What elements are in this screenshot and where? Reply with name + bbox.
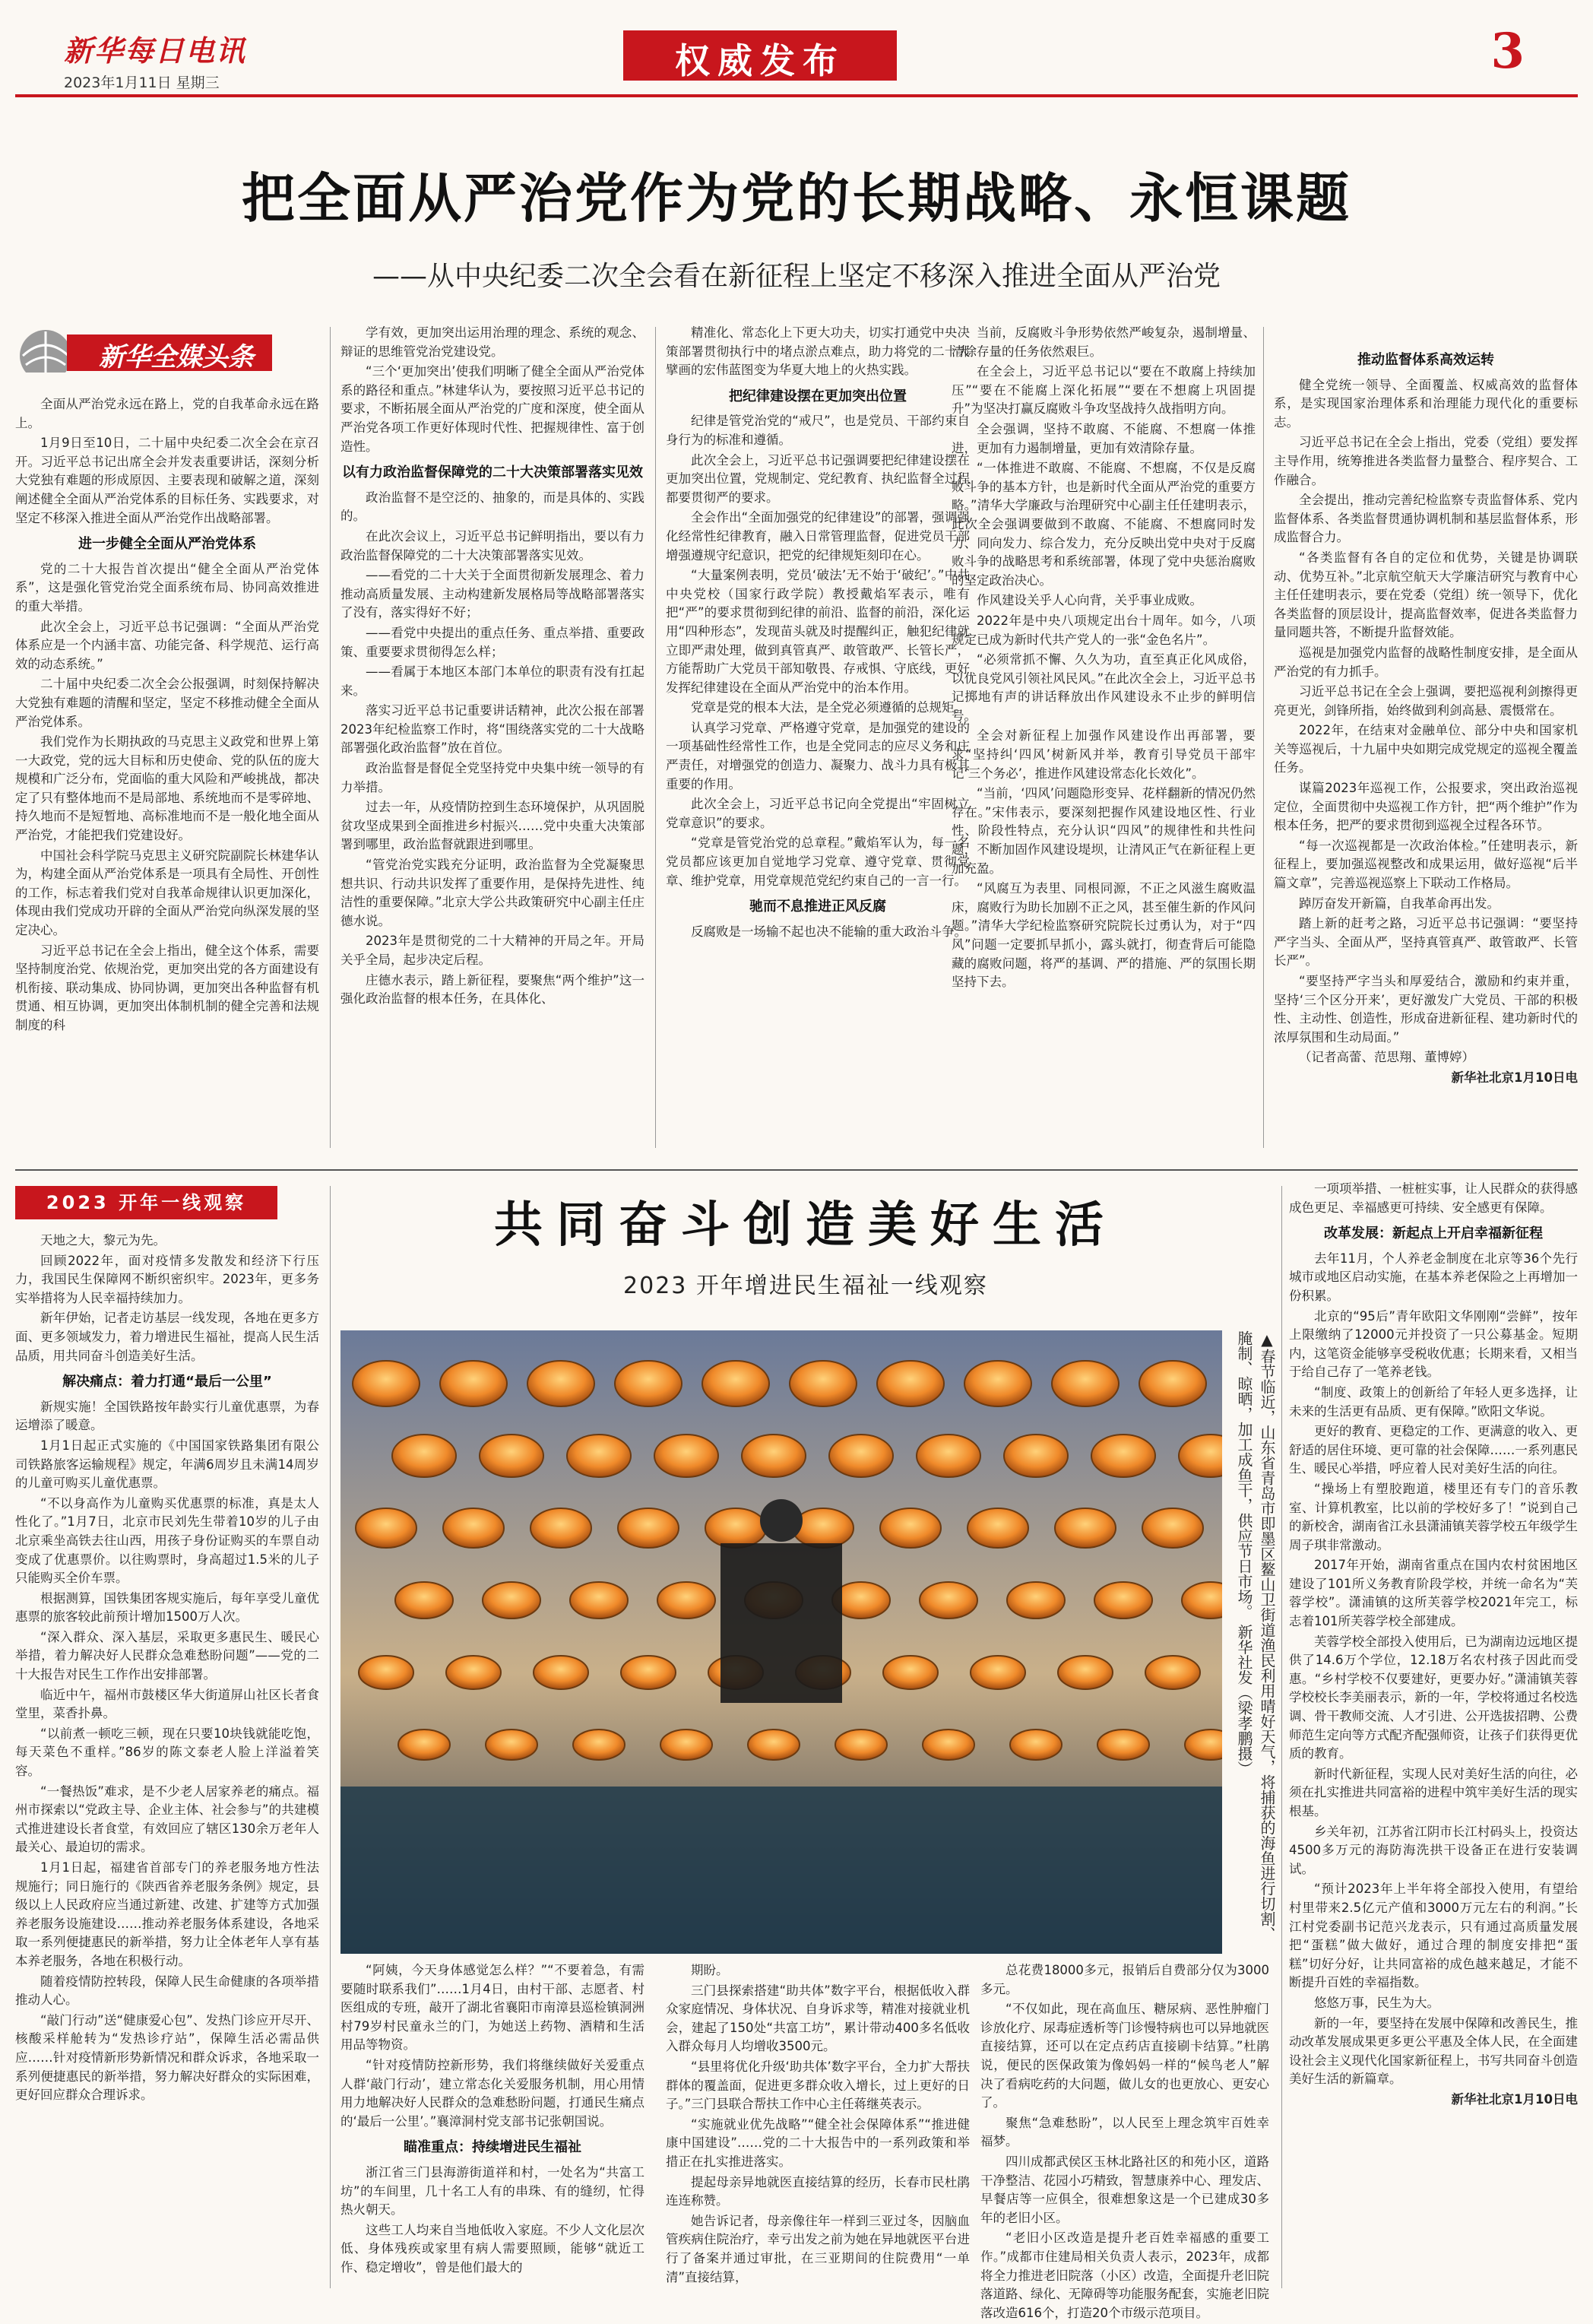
drying-fish-shape [1145, 1656, 1200, 1689]
paragraph: 当前，反腐败斗争形势依然严峻复杂，遏制增量、清除存量的任务依然艰巨。 [952, 325, 1256, 359]
column-rule [1281, 1186, 1282, 2288]
drying-fish-shape [395, 1582, 453, 1619]
article1-col1 [15, 395, 319, 1037]
drying-fish-shape [968, 1508, 1028, 1548]
paragraph: “一体推进不敢腐、不能腐、不想腐，不仅是反腐败斗争的基本方针，也是新时代全面从严治党的重要方略。”清华大学廉政与治理研究中心副主任任建明表示，此次全会强调要做到不敢腐、不能腐、不想腐同时发力、同向发力、综合发力，充分反映出党中央对于反腐败斗争的战略思考和系统部署，体现了党中央惩治腐败的坚定政治决心。 [952, 461, 1256, 588]
sub-headline: ——从中央纪委二次全会看在新征程上坚定不移深入推进全面从严治党 [372, 261, 1221, 292]
section-title: 权威发布 [675, 40, 845, 81]
paragraph: 谋篇2023年巡视工作，公报要求，突出政治巡视定位，全面贯彻中央巡视工作方针，把“两个维护”作为根本任务，把严的要求贯彻到巡视全过程各环节。 [1274, 781, 1578, 833]
drying-fish-shape [1097, 1730, 1149, 1760]
paragraph: 认真学习党章、严格遵守党章，是加强党的建设的一项基础性经常性工作，也是全党同志的应尽义务和庄严责任，对增强党的创造力、凝聚力、战斗力具有极其重要的作用。 [666, 720, 970, 791]
second-subhead: 2023 开年增进民生福祉一线观察 [623, 1273, 988, 1299]
paragraph: 去年11月，个人养老金制度在北京等36个先行城市或地区启动实施，在基本养老保险之上再增加一份积累。 [1289, 1251, 1578, 1303]
paragraph: “老旧小区改造是提升老百姓幸福感的重要工作。”成都市住建局相关负责人表示，2023年，成都将全力推进老旧院落（小区）改造，全面提升老旧院落道路、绿化、无障碍等功能服务配套，实施老旧院落改造616个，打造20个市级示范项目。 [980, 2230, 1269, 2320]
paragraph: 乡关年初，江苏省江阴市长江村码头上，投资达4500多万元的海防海洗拱干设备正在进行安装调试。 [1289, 1824, 1578, 1876]
drying-fish-shape [570, 1582, 628, 1619]
paragraph: 天地之大，黎元为先。 [40, 1233, 166, 1248]
paragraph: “县里将优化升级‘助共体’数字平台，全力扩大帮扶群体的覆盖面，促进更多群众收入增长，过上更好的日子。”三门县联合帮扶工作中心主任蒋继英表示。 [666, 2059, 970, 2112]
photo-caption: ▲春节临近，山东省青岛市即墨区鳌山卫街道渔民利用晴好天气，将捕获的海鱼进行切割、腌制、晾晒，加工成鱼干，供应节日市场。 新华社发（梁孝鹏摄） [1235, 1330, 1276, 1942]
header-divider [15, 94, 1578, 97]
paragraph: “管党治党实践充分证明，政治监督为全党凝聚思想共识、行动共识发挥了重要作用，是保持先进性、纯洁性的重要保障。”北京大学公共政策研究中心副主任庄德水说。 [340, 858, 644, 928]
paragraph: ——看属于本地区本部门本单位的职责有没有扛起来。 [340, 664, 644, 698]
paragraph: “操场上有塑胶跑道，楼里还有专门的音乐教室、计算机教室，比以前的学校好多了！”说到自己的新校舍，湖南省江永县潇浦镇芙蓉学校五年级学生周子琪非常激动。 [1289, 1481, 1578, 1552]
drying-fish-shape [615, 1361, 682, 1406]
drying-fish-shape [1004, 1435, 1068, 1477]
drying-fish-shape [883, 1656, 938, 1689]
paragraph: 这些工人均来自当地低收入家庭。不少人文化层次低、身体残疾或家里有病人需要照顾，能够“就近工作、稳定增收”，曾是他们最大的 [340, 2222, 644, 2275]
paragraph: 她告诉记者，母亲像往年一样到三亚过冬，因脑血管疾病住院治疗，幸亏出发之前为她在异地就医平台进行了备案并通过审批，在三亚期间的住院费用“一单清”直接结算， [666, 2213, 970, 2284]
paragraph: 踔厉奋发开新篇，自我革命再出发。 [1299, 896, 1500, 911]
drying-fish-shape [971, 1656, 1025, 1689]
dateline: 新华社北京1月10日电 [1451, 2091, 1578, 2107]
paragraph: 一项项举措、一桩桩实事，让人民群众的获得感成色更足、幸福感更可持续、安全感更有保障。 [1289, 1181, 1578, 1215]
paragraph: “不仅如此，现在高血压、糖尿病、恶性肿瘤门诊放化疗、尿毒症透析等门诊慢特病也可以异地就医直接结算，还可以在定点药店直接刷卡结算。”杜鹃说，便民的医保政策为像妈妈一样的“候鸟老人”解决了看病吃药的大问题，做儿女的也更放心、更安心了。 [980, 2002, 1269, 2110]
drying-fish-shape [705, 1508, 766, 1548]
drying-fish-shape [567, 1435, 631, 1477]
section-heading: 解决痛点：着力打通“最后一公里” [62, 1374, 272, 1390]
paragraph: 全会强调，坚持不敢腐、不能腐、不想腐一体推进，更加有力遏制增量，更加有效清除存量。 [952, 421, 1256, 455]
drying-fish-shape [480, 1435, 543, 1477]
drying-fish-shape [443, 1508, 504, 1548]
drying-fish-shape [573, 1730, 625, 1760]
paragraph: “大量案例表明，党员‘破法’无不始于‘破纪’。”中共中央党校（国家行政学院）教授戴焰军表示，唯有把“严”的要求贯彻到纪律的前沿、监督的前沿，深化运用“四种形态”，发现苗头就及时提醒纠正，触犯纪律就立即严肃处理，做到真管真严、敢管敢严、长管长严，方能帮助广大党员干部知敬畏、存戒惧、守底线，更好发挥纪律建设在全面从严治党中的治本作用。 [666, 568, 970, 695]
section-heading: 瞄准重点：持续增进民生福祉 [404, 2139, 581, 2156]
article1-col2 [340, 324, 644, 1010]
paragraph: 我们党作为长期执政的马克思主义政党和世界上第一大政党，党的远大目标和历史使命、党的队伍的庞大规模和广泛分布，党面临的重大风险和严峻挑战，都决定了只有整体地而不是局部地、系统地而不是零碎地、持久地而不是短暂地、高标准地而不是一般化地全面从严治党，才能把我们党建设好。 [15, 734, 319, 843]
series-tag: 2023 开年一线观察 [15, 1186, 277, 1219]
paragraph: “各类监督有各自的定位和优势，关键是协调联动、优势互补。”北京航空航天大学廉洁研究与教育中心主任任建明表示，要在党委（党组）统一领导下，优化各类监督的顶层设计，提高监督效率，促进各类监督力量同题共答，不断提升监督效能。 [1274, 550, 1578, 640]
drying-fish-shape [1058, 1656, 1113, 1689]
paragraph: 踏上新的赶考之路，习近平总书记强调：“要坚持严字当头、全面从严，坚持真管真严、敢管敢严、长管长严”。 [1274, 916, 1578, 969]
paragraph: 2022年是中央八项规定出台十周年。如今，八项规定已成为新时代共产党人的一张“金色名片”。 [952, 613, 1256, 647]
paragraph: “敲门行动”送“健康爱心包”、发热门诊应开尽开、核酸采样舱转为“发热诊疗站”，保障生活必需品供应……针对疫情新形势新情况和群众诉求，各地采取一系列便捷惠民的新举措，努力解决好群众的实际困难，更好回应群众合理诉求。 [15, 2012, 319, 2103]
page-number: 3 [1490, 23, 1525, 80]
drying-fish-shape [880, 1508, 941, 1548]
drying-fish-shape [1142, 1508, 1203, 1548]
paragraph: 新的一年，要坚持在发展中保障和改善民生，推动改革发展成果更多更公平惠及全体人民，在全面建设社会主义现代化国家新征程上，书写共同奋斗创造美好生活的新篇章。 [1289, 2015, 1578, 2087]
drying-fish-shape [917, 1435, 980, 1477]
column-rule [655, 327, 656, 1148]
article2-col5 [1289, 1180, 1578, 2111]
dateline: 新华社北京1月10日电 [1451, 1070, 1578, 1085]
article1-col3 [666, 324, 970, 943]
paragraph: 2017年开始，湖南省重点在国内农村贫困地区建设了101所义务教育阶段学校，并统一命名为“芙蓉学校”。潇浦镇的这所芙蓉学校2021年完工，标志着101所芙蓉学校全部建成。 [1289, 1558, 1578, 1629]
section-heading: 进一步健全全面从严治党体系 [78, 536, 256, 553]
drying-fish-shape [964, 1361, 1031, 1406]
paragraph: 悠悠万事，民生为大。 [1314, 1995, 1439, 2010]
paragraph: 此次全会上，习近平总书记强调要把纪律建设摆在更加突出位置，党规制定、党纪教育、执纪监督全过程都要贯彻严的要求。 [666, 452, 970, 505]
issue-date: 2023年1月11日 星期三 [64, 75, 220, 91]
section-heading: 驰而不息推进正风反腐 [749, 899, 886, 915]
paragraph: 三门县探索搭建“助共体”数字平台，根据低收入群众家庭情况、身体状况、自身诉求等，精准对接就业机会，建起了150处“共富工坊”，累计带动400多名低收入群众每月人均增收3500元。 [666, 1983, 970, 2054]
paragraph: “三个‘更加突出’使我们明晰了健全全面从严治党体系的路径和重点。”林建华认为，要按照习近平总书记的要求，不断拓展全面从严治党的广度和深度，使全面从严治党各项工作更好体现时代性、把握规律性、富于创造性。 [340, 364, 644, 454]
paragraph: 2023年是贯彻党的二十大精神的开局之年。开局关乎全局，起步决定后程。 [340, 934, 644, 967]
paragraph: 芙蓉学校全部投入使用后，已为湖南边远地区提供了14.6万个学位，12.18万名农村孩子因此而受惠。“乡村学校不仅要建好，更要办好。”潇浦镇芙蓉学校校长李美丽表示，新的一年，学校将通过名校选调、骨干教师交流、人才引进、公开选拔招聘、公费师范生定向等方式配齐配强师资，让孩子们获得更优质的教育。 [1289, 1634, 1578, 1761]
paragraph: 1月1日起，福建省首部专门的养老服务地方性法规施行；同日施行的《陕西省养老服务条例》规定，县级以上人民政府应当通过新建、改建、扩建等方式加强养老服务设施建设……推动养老服务体系建设，各地采取一系列便捷惠民的新举措，努力让全体老年人享有基本养老服务，各地在积极行动。 [15, 1860, 319, 1968]
drying-fish-shape [1052, 1361, 1119, 1406]
paragraph: （记者高蕾、范思翔、董博婷） [1299, 1050, 1474, 1065]
paragraph: 全会提出，推动完善纪检监察专责监督体系、党内监督体系、各类监督贯通协调机制和基层监督体系，形成监督合力。 [1274, 493, 1578, 545]
paragraph: 习近平总书记在全会上指出，健全这个体系，需要坚持制度治党、依规治党，更加突出党的各方面建设有机衔接、联动集成、协同协调，更加突出各种监督有机贯通、相互协调，更加突出体制机制的健全完善和法规制度的科 [15, 943, 319, 1032]
paragraph: 四川成都武侯区玉林北路社区的和苑小区，道路干净整洁、花园小巧精致，智慧康养中心、理发店、早餐店等一应俱全，很难想象这是一个已建成30多年的老旧小区。 [980, 2154, 1269, 2225]
drying-fish-shape [621, 1656, 676, 1689]
paragraph: 中国社会科学院马克思主义研究院副院长林建华认为，构建全面从严治党体系是一项具有全局性、开创性的工作，标志着我们党对自我革命规律认识更加深化，体现由我们党成功开辟的全面从严治党向纵深发展的坚定决心。 [15, 848, 319, 938]
drying-fish-shape [446, 1656, 501, 1689]
drying-fish-shape [829, 1435, 893, 1477]
paragraph: 党章是党的根本大法，是全党必须遵循的总规矩。 [691, 700, 967, 715]
drying-fish-shape [359, 1656, 413, 1689]
paragraph: 期盼。 [691, 1963, 729, 1977]
paragraph: “制度、政策上的创新给了年轻人更多选择，让未来的生活更有品质、更有保障。”欧阳文华说。 [1289, 1384, 1578, 1419]
article1-col5 [1274, 344, 1578, 1089]
paragraph: 落实习近平总书记重要讲话精神，此次公报在部署2023年纪检监察工作时，将“围绕落实党的二十大战略部署强化政治监督”放在首位。 [340, 703, 644, 756]
paragraph: “必须常抓不懈、久久为功，直至真正化风成俗，以优良党风引领社风民风。”在此次全会上，习近平总书记掷地有声的讲话释放出作风建设永不止步的鲜明信号。 [952, 652, 1256, 723]
drying-fish-shape [483, 1582, 540, 1619]
paragraph: 全会作出“全面加强党的纪律建设”的部署，强调强化经常性纪律教育，融入日常管理监督，促进党员干部增强遵规守纪意识，把党的纪律规矩刻印在心。 [666, 510, 970, 563]
paragraph: 新规实施！全国铁路按年龄实行儿童优惠票，为春运增添了暖意。 [15, 1399, 319, 1433]
masthead-logo: 新华每日电讯 [64, 33, 247, 68]
drying-fish-shape [702, 1361, 769, 1406]
paragraph: 习近平总书记在全会上强调，要把巡视利剑擦得更亮更光，剑锋所指，始终做到利剑高悬、震慑常在。 [1274, 684, 1578, 718]
paragraph: “党章是管党治党的总章程。”戴焰军认为，每一名党员都应该更加自觉地学习党章、遵守党章、贯彻党章、维护党章，用党章规范党纪约束自己的一言一行。 [666, 835, 970, 888]
drying-fish-shape [835, 1730, 887, 1760]
section-heading: 把纪律建设摆在更加突出位置 [729, 388, 907, 404]
paragraph: “一餐热饭”难求，是不少老人居家养老的痛点。福州市探索以“党政主导、企业主体、社会参与”的共建模式推进建设长者食堂，有效回应了辖区130余万老年人最关心、最迫切的需求。 [15, 1783, 319, 1855]
drying-fish-shape [877, 1361, 944, 1406]
second-headline: 共同奋斗创造美好生活 [494, 1197, 1117, 1254]
paragraph: 反腐败是一场输不起也决不能输的重大政治斗争。 [691, 924, 967, 939]
drying-fish-shape [530, 1508, 591, 1548]
xinhua-badge: 新华全媒头条 [99, 342, 254, 373]
drying-fish-shape [1010, 1730, 1062, 1760]
drying-fish-shape [527, 1361, 594, 1406]
drying-fish-shape [392, 1435, 456, 1477]
drying-fish-shape [1007, 1582, 1065, 1619]
paragraph: 学有效，更加突出运用治理的理念、系统的观念、辩证的思维管党治党建设党。 [340, 325, 644, 359]
drying-fish-shape [654, 1435, 718, 1477]
article2-col3 [666, 1961, 970, 2288]
paragraph: 新时代新征程，实现人民对美好生活的向往，必须在扎实推进共同富裕的进程中筑牢美好生活的现实根基。 [1289, 1766, 1578, 1818]
drying-fish-shape [657, 1582, 715, 1619]
drying-fish-shape [398, 1730, 450, 1760]
paragraph: “以前煮一顿吃三顿，现在只要10块钱就能吃饱，每天菜色不重样。”86岁的陈文泰老人脸上洋溢着笑容。 [15, 1726, 319, 1779]
column-rule [330, 1186, 331, 2288]
paragraph: 全会对新征程上加强作风建设作出再部署，要求“坚持纠‘四风’树新风并举，教育引导党员干部牢记‘三个务必’，推进作风建设常态化长效化”。 [952, 728, 1256, 781]
paragraph: 精准化、常态化上下更大功夫，切实打通党中央决策部署贯彻执行中的堵点淤点难点，助力将党的二十大擘画的宏伟蓝图变为华夏大地上的火热实践。 [666, 325, 970, 378]
drying-fish-shape [1139, 1361, 1206, 1406]
paragraph: 过去一年，从疫情防控到生态环境保护，从巩固脱贫攻坚成果到全面推进乡村振兴……党中央重大决策部署到哪里，政治监督就跟进到哪里。 [340, 800, 644, 852]
paragraph: 在全会上，习近平总书记以“要在不敢腐上持续加压”“要在不能腐上深化拓展”“要在不想腐上巩固提升”为坚决打赢反腐败斗争攻坚战持久战指明方向。 [952, 364, 1256, 417]
paragraph: “预计2023年上半年将全部投入使用，有望给村里带来2.5亿元产值和3000万元左右的利润。”长江村党委副书记范兴龙表示，只有通过高质量发展把“蛋糕”做大做好，通过合理的制度安排把“蛋糕”切好分好，让共同富裕的成色越来越足，才能不断提升百姓的幸福指数。 [1289, 1882, 1578, 1990]
paragraph: ——看党中央提出的重点任务、重点举措、重要政策、重要要求贯彻得怎么样； [340, 625, 644, 659]
drying-fish-shape [793, 1508, 854, 1548]
article-divider [15, 1169, 1578, 1171]
paragraph: 更好的教育、更稳定的工作、更满意的收入、更舒适的居住环境、更可靠的社会保障……一系列惠民生、暖民心举措，呼应着人民对美好生活的向往。 [1289, 1424, 1578, 1476]
drying-fish-shape [920, 1582, 977, 1619]
drying-fish-shape [660, 1730, 712, 1760]
drying-fish-shape [742, 1435, 806, 1477]
paragraph: 回顾2022年，面对疫情多发散发和经济下行压力，我国民生保障网不断织密织牢。2023年，更多务实举措将为人民幸福持续加力。 [15, 1253, 319, 1305]
paragraph: 巡视是加强党内监督的战略性制度安排，是全面从严治党的有力抓手。 [1274, 645, 1578, 679]
paragraph: 全面从严治党永远在路上，党的自我革命永远在路上。 [15, 397, 319, 430]
article2-col2 [340, 1961, 644, 2279]
paragraph: 健全党统一领导、全面覆盖、权威高效的监督体系，是实现国家治理体系和治理能力现代化的重要标志。 [1274, 377, 1578, 430]
column-rule [1263, 327, 1264, 1148]
paragraph: 根据测算，国铁集团客规实施后，每年享受儿童优惠票的旅客较此前预计增加1500万人次。 [15, 1590, 319, 1625]
drying-fish-shape [1094, 1582, 1152, 1619]
drying-fish-shape [1091, 1435, 1155, 1477]
drying-fish-shape [748, 1730, 800, 1760]
paragraph: “要坚持严字当头和厚爱结合，激励和约束并重，坚持‘三个区分开来’，更好激发广大党员、干部的积极性、主动性、创造性，形成奋进新征程、建功新时代的浓厚氛围和生动局面。” [1274, 974, 1578, 1045]
drying-fish-shape [440, 1361, 507, 1406]
paragraph: “实施就业优先战略”“健全社会保障体系”“推进健康中国建设”……党的二十大报告中的一系列政策和举措正在扎实推进落实。 [666, 2116, 970, 2169]
column-rule [330, 327, 331, 1148]
paragraph: “每一次巡视都是一次政治体检。”任建明表示，新征程上，要加强巡视整改和成果运用，做好巡视“后半篇文章”，完善巡视巡察上下联动工作格局。 [1274, 838, 1578, 891]
paragraph: 提起母亲异地就医直接结算的经历，长春市民杜鹃连连称赞。 [666, 2174, 970, 2208]
paragraph: 浙江省三门县海游街道祥和村，一处名为“共富工坊”的车间里，几十名工人有的串珠、有的缝纫，忙得热火朝天。 [340, 2164, 644, 2218]
article2-col1 [15, 1232, 319, 2107]
article2-col4 [980, 1961, 1269, 2324]
drying-fish-shape [1055, 1508, 1116, 1548]
paragraph: 二十届中央纪委二次全会公报强调，时刻保持解决大党独有难题的清醒和坚定，坚定不移推动健全全面从严治党体系。 [15, 677, 319, 729]
paragraph: 临近中午，福州市鼓楼区华大街道屏山社区长者食堂里，菜香扑鼻。 [15, 1687, 319, 1721]
paragraph: 政治监督不是空泛的、抽象的，而是具体的、实践的。 [340, 490, 644, 524]
paragraph: 此次全会上，习近平总书记向全党提出“牢固树立党章意识”的要求。 [666, 797, 970, 830]
paragraph: 此次全会上，习近平总书记强调：“全面从严治党体系应是一个内涵丰富、功能完备、科学规范、运行高效的动态系统。” [15, 619, 319, 671]
paragraph: “不以身高作为儿童购买优惠票的标准，真是太人性化了。”1月7日，北京市民刘先生带着10岁的儿子由北京乘坐高铁去往山西，用孩子身份证购买的车票自动变成了优惠票价。以往购票时，身高超过1.5米的儿子只能购买全价车票。 [15, 1495, 319, 1586]
drying-fish-shape [356, 1508, 416, 1548]
paragraph: 纪律是管党治党的“戒尺”，也是党员、干部约束自身行为的标准和遵循。 [666, 414, 970, 447]
drying-fish-shape [618, 1508, 679, 1548]
paragraph: 政治监督是督促全党坚持党中央集中统一领导的有力举措。 [340, 761, 644, 794]
paragraph: 庄德水表示，踏上新征程，要聚焦“两个维护”这一强化政治监督的根本任务，在具体化、 [340, 972, 644, 1007]
main-headline: 把全面从严治党作为党的长期战略、永恒课题 [242, 166, 1351, 230]
paragraph: “阿姨，今天身体感觉怎么样？”“不要着急，有需要随时联系我们”……1月4日，由村干部、志愿者、村医组成的专班，敲开了湖北省襄阳市南漳县巡检镇洞洲村79岁村民童永兰的门，为她送上药物、酒精和生活用品等物资。 [340, 1963, 644, 2053]
paragraph: “当前，‘四风’问题隐形变异、花样翻新的情况仍然存在。”宋伟表示，要深刻把握作风建设地区性、行业性、阶段性特点，充分认识“四风”的规律性和共性问题，不断加固作风建设堤坝，让清风正气在新征程上更加充盈。 [952, 786, 1256, 876]
paragraph: 1月9日至10日，二十届中央纪委二次全会在京召开。习近平总书记出席全会并发表重要讲话，深刻分析大党独有难题的形成原因、主要表现和破解之道，深刻阐述健全全面从严治党体系的目标任务、实践要求，对坚定不移深入推进全面从严治党作出战略部署。 [15, 436, 319, 525]
paragraph: “深入群众、深入基层，采取更多惠民生、暖民心举措，着力解决好人民群众急难愁盼问题”——党的二十大报告对民生工作作出安排部署。 [15, 1629, 319, 1682]
paragraph: 新年伊始，记者走访基层一线发现，各地在更多方面、更多领域发力，着力增进民生福祉，提高人民生活品质，用共同奋斗创造美好生活。 [15, 1311, 319, 1363]
drying-fish-shape [353, 1361, 420, 1406]
paragraph: “针对疫情防控新形势，我们将继续做好关爱重点人群‘敲门行动’，建立常态化关爱服务机制，用心用情用力地解决好人民群众的急难愁盼问题，打通民生痛点的‘最后一公里’。”襄漳洞村党支部书记张朝国说。 [340, 2057, 644, 2129]
paragraph: 1月1日起正式实施的《中国国家铁路集团有限公司铁路旅客运输规程》规定，年满6周岁且未满14周岁的儿童可购买儿童优惠票。 [15, 1438, 319, 1491]
paragraph: 聚焦“急难愁盼”，以人民至上理念筑牢百姓幸福梦。 [980, 2115, 1269, 2149]
section-heading: 推动监督体系高效运转 [1357, 352, 1494, 368]
paragraph: “风腐互为表里、同根同源，不正之风滋生腐败温床，腐败行为助长加剧不正之风，甚至催生新的作风问题。”清华大学纪检监察研究院院长过勇认为，对于“四风”问题一定要抓早抓小，露头就打，彻查背后可能隐藏的腐败问题，将严的基调、严的措施、严的氛围长期坚持下去。 [952, 881, 1256, 990]
paragraph: 党的二十大报告首次提出“健全全面从严治党体系”，这是强化管党治党全面系统布局、协同高效推进的重大举措。 [15, 561, 319, 613]
paragraph: 随着疫情防控转段，保障人民生命健康的各项举措推动人心。 [15, 1974, 319, 2008]
article1-col4 [952, 324, 1256, 994]
section-heading: 以有力政治监督保障党的二十大决策部署落实见效 [342, 464, 643, 481]
paragraph: ——看党的二十大关于全面贯彻新发展理念、着力推动高质量发展、主动构建新发展格局等战略部署落实了没有，落实得好不好； [340, 568, 644, 620]
paragraph: 习近平总书记在全会上指出，党委（党组）要发挥主导作用，统筹推进各类监督力量整合、程序契合、工作融合。 [1274, 435, 1578, 487]
paragraph: 在此次会议上，习近平总书记鲜明指出，要以有力政治监督保障党的二十大决策部署落实见效。 [340, 528, 644, 563]
section-heading: 改革发展：新起点上开启幸福新征程 [1324, 1225, 1543, 1242]
paragraph: 北京的“95后”青年欧阳文华刚刚“尝鲜”，按年上限缴纳了12000元并投资了一只公募基金。短期内，这笔资金能够享受税收优惠；长期来看，又相当于给自己存了一笔养老钱。 [1289, 1308, 1578, 1380]
drying-fish-shape [790, 1361, 857, 1406]
paragraph: 2022年，在结束对金融单位、部分中央和国家机关等巡视后，十九届中央如期完成党规定的巡视全覆盖任务。 [1274, 723, 1578, 775]
drying-fish-shape [486, 1730, 537, 1760]
paragraph: 作风建设关乎人心向背，关乎事业成败。 [977, 593, 1202, 608]
drying-fish-shape [923, 1730, 974, 1760]
drying-fish-shape [534, 1656, 588, 1689]
paragraph: 总花费18000多元，报销后自费部分仅为3000多元。 [980, 1963, 1269, 1996]
news-photo-fish-drying [340, 1330, 1222, 1954]
